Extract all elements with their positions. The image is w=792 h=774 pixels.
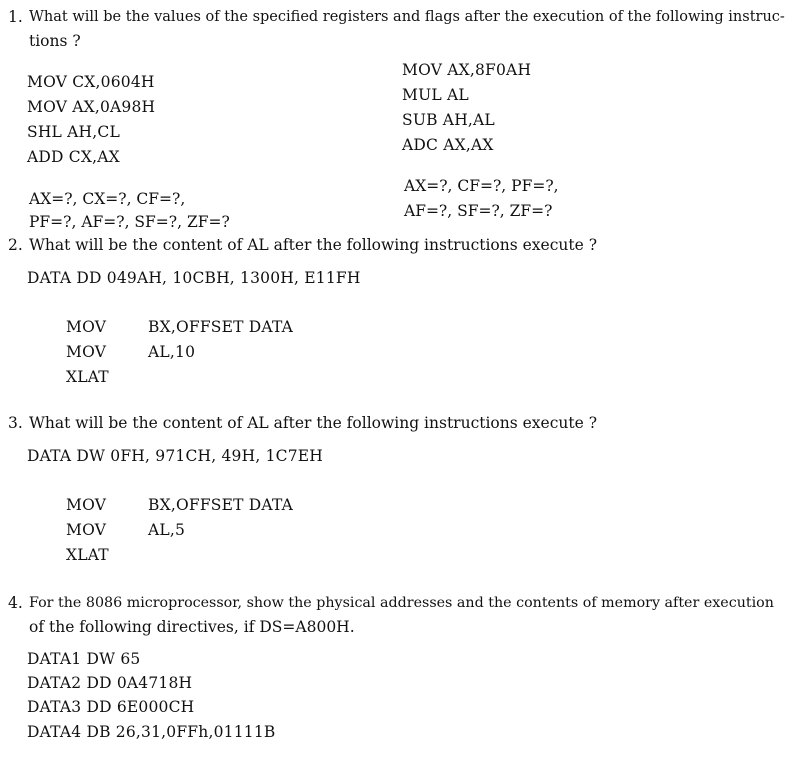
code-line: ADD CX,AX — [27, 148, 120, 166]
question-3-number: 3. — [8, 414, 23, 432]
code-line: MUL AL — [402, 86, 469, 104]
code-line: SUB AH,AL — [402, 111, 495, 129]
question-4-text-line2: of the following directives, if DS=A800H. — [29, 618, 355, 636]
question-3-data-line: DATA DW 0FH, 971CH, 49H, 1C7EH — [27, 447, 323, 465]
question-1-number: 1. — [8, 8, 23, 26]
question-2-number: 2. — [8, 236, 23, 254]
question-4-number: 4. — [8, 594, 23, 612]
code-line: ADC AX,AX — [402, 136, 494, 154]
code-line: MOV CX,0604H — [27, 73, 155, 91]
code-arg: AL,10 — [148, 343, 196, 361]
code-op: MOV — [66, 496, 107, 514]
question-1-right-answer-line1: AX=?, CF=?, PF=?, — [404, 177, 559, 195]
code-op: XLAT — [66, 368, 109, 386]
code-line: MOV AX,8F0AH — [402, 61, 532, 79]
question-1-left-answer-line1: AX=?, CX=?, CF=?, — [29, 190, 186, 208]
code-op: MOV — [66, 521, 107, 539]
code-op: XLAT — [66, 546, 109, 564]
question-1-left-answer-line2: PF=?, AF=?, SF=?, ZF=? — [29, 213, 230, 231]
code-line: SHL AH,CL — [27, 123, 120, 141]
question-2-text: What will be the content of AL after the following instructions execute ? — [29, 236, 598, 254]
code-op: MOV — [66, 318, 107, 336]
code-arg: AL,5 — [148, 521, 186, 539]
code-arg: BX,OFFSET DATA — [148, 496, 294, 514]
question-2-data-line: DATA DD 049AH, 10CBH, 1300H, E11FH — [27, 269, 361, 287]
question-3-text: What will be the content of AL after the following instructions execute ? — [29, 414, 598, 432]
directive-line: DATA3 DD 6E000CH — [27, 698, 195, 716]
question-1-text-line1: What will be the values of the specified registers and flags after the execution of the following instruc- — [29, 9, 785, 25]
code-op: MOV — [66, 343, 107, 361]
directive-line: DATA2 DD 0A4718H — [27, 674, 193, 692]
directive-line: DATA4 DB 26,31,0FFh,01111B — [27, 723, 276, 741]
question-1-right-answer-line2: AF=?, SF=?, ZF=? — [404, 202, 553, 220]
code-line: MOV AX,0A98H — [27, 98, 156, 116]
code-arg: BX,OFFSET DATA — [148, 318, 294, 336]
question-1-text-line2: tions ? — [29, 32, 81, 50]
directive-line: DATA1 DW 65 — [27, 650, 141, 668]
question-4-text-line1: For the 8086 microprocessor, show the physical addresses and the contents of memory after execution — [29, 595, 774, 611]
